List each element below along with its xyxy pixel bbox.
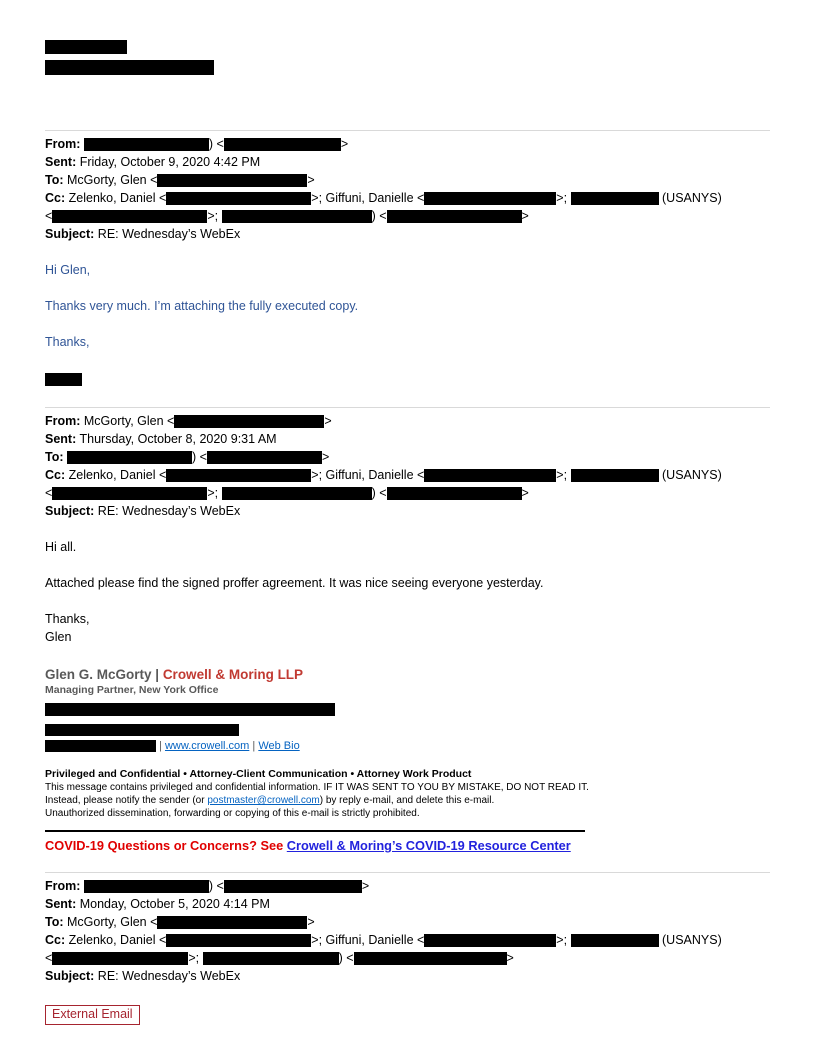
field-label-from: From: [45, 137, 81, 151]
text-run: >; [556, 468, 571, 482]
body-paragraph: Thanks very much. I’m attaching the fully executed copy. [45, 299, 359, 313]
field-label-cc: Cc: [45, 933, 66, 947]
text-run: ) < [208, 879, 224, 893]
field-label-to: To: [45, 915, 64, 929]
body-paragraph: Thanks, [45, 335, 90, 349]
redaction-bar [84, 138, 209, 151]
redaction-bar [157, 916, 307, 929]
redaction-bar [387, 210, 522, 223]
text-run: > [521, 486, 529, 500]
field-label-subject: Subject: [45, 969, 95, 983]
email-3-header [45, 877, 770, 985]
redaction-bar [207, 451, 322, 464]
text-run: >; Giffuni, Danielle < [311, 468, 425, 482]
external-email-badge: External Email [45, 1005, 140, 1025]
body-paragraph: Glen [45, 630, 72, 644]
redaction-bar [174, 415, 324, 428]
header-line-from [45, 877, 770, 895]
signature-name-line [45, 666, 770, 683]
text-run: >; Giffuni, Danielle < [311, 191, 425, 205]
text-run: < [45, 209, 53, 223]
email-1-header [45, 135, 770, 243]
redaction-bar [222, 487, 372, 500]
text-run: > [307, 915, 315, 929]
web-bio-link[interactable]: Web Bio [258, 740, 300, 752]
redaction-bar [424, 192, 556, 205]
text-run: Zelenko, Daniel < [65, 933, 167, 947]
text-run: Thursday, October 8, 2020 9:31 AM [76, 432, 277, 446]
text-run: >; [556, 933, 571, 947]
text-run: > [340, 137, 349, 151]
top-redaction-block [45, 37, 770, 76]
text-run: >; Giffuni, Danielle < [311, 933, 425, 947]
field-label-subject: Subject: [45, 227, 95, 241]
disclaimer-heading: Privileged and Confidential • Attorney-Client Communication • Attorney Work Product [45, 768, 472, 780]
header-line-subject [45, 502, 770, 520]
text-run: > [361, 879, 370, 893]
redaction-bar [166, 469, 311, 482]
header-line-cc [45, 931, 770, 949]
redaction-bar [45, 724, 239, 736]
text-run: >; [556, 191, 571, 205]
redacted-signature-name [45, 369, 770, 387]
top-redaction-line-1 [45, 37, 770, 55]
header-line-subject [45, 967, 770, 985]
confidentiality-disclaimer [45, 767, 770, 820]
redaction-bar [387, 487, 522, 500]
redaction-bar [203, 952, 339, 965]
field-label-sent: Sent: [45, 155, 77, 169]
text-run: McGorty, Glen < [63, 173, 158, 187]
body-paragraph: Attached please find the signed proffer agreement. It was nice seeing everyone yesterday. [45, 576, 544, 590]
redaction-bar [166, 192, 311, 205]
covid-resource-link[interactable]: Crowell & Moring’s COVID-19 Resource Center [286, 838, 571, 853]
text-run: > [324, 414, 332, 428]
redaction-bar [222, 210, 372, 223]
text-run: McGorty, Glen < [80, 414, 175, 428]
text-run: Friday, October 9, 2020 4:42 PM [76, 155, 261, 169]
text-run: | [249, 740, 259, 752]
field-label-to: To: [45, 450, 64, 464]
header-line-subject [45, 225, 770, 243]
text-run: (USANYS) [658, 933, 722, 947]
field-label-from: From: [45, 879, 81, 893]
text-run: >; [207, 486, 222, 500]
header-line-cc-continued [45, 484, 770, 502]
field-label-sent: Sent: [45, 897, 77, 911]
disclaimer-line [45, 794, 770, 807]
header-line-to [45, 171, 770, 189]
header-line-sent [45, 153, 770, 171]
signature-firm: Crowell & Moring LLP [162, 667, 304, 682]
text-run: > [321, 450, 330, 464]
text-run: ) < [371, 486, 387, 500]
header-line-sent [45, 430, 770, 448]
divider [45, 407, 770, 408]
signature-redaction-1 [45, 699, 770, 717]
redaction-bar [354, 952, 507, 965]
text-run: ) < [192, 450, 207, 464]
text-run: < [45, 951, 53, 965]
header-line-cc-continued [45, 207, 770, 225]
header-line-to [45, 448, 770, 466]
field-label-subject: Subject: [45, 504, 95, 518]
redaction-bar [45, 60, 214, 75]
email-2-body [45, 538, 770, 646]
field-label-from: From: [45, 414, 81, 428]
body-paragraph: Thanks, [45, 612, 90, 626]
disclaimer-line: This message contains privileged and confidential information. IF IT WAS SENT TO YOU BY MISTAKE, DO NOT READ IT. [45, 782, 589, 793]
text-run: (USANYS) [658, 191, 722, 205]
text-run: ) < [208, 137, 224, 151]
crowell-website-link[interactable]: www.crowell.com [164, 740, 250, 752]
text-run: RE: Wednesday’s WebEx [94, 969, 241, 983]
signature-links-line [45, 739, 770, 754]
text-run: < [45, 486, 53, 500]
header-line-sent [45, 895, 770, 913]
divider [45, 130, 770, 131]
top-redaction-line-2 [45, 58, 770, 76]
redaction-bar [52, 952, 188, 965]
field-label-cc: Cc: [45, 191, 66, 205]
redaction-bar [52, 210, 207, 223]
header-line-cc [45, 466, 770, 484]
text-run: Zelenko, Daniel < [65, 191, 167, 205]
text-run: Monday, October 5, 2020 4:14 PM [76, 897, 270, 911]
text-run: >; [207, 209, 222, 223]
email-signature [45, 666, 770, 754]
text-run: ) < [338, 951, 354, 965]
text-run: >; [188, 951, 203, 965]
redaction-bar [571, 469, 659, 482]
redaction-bar [571, 192, 659, 205]
redaction-bar [157, 174, 307, 187]
field-label-sent: Sent: [45, 432, 77, 446]
redaction-bar [45, 373, 82, 386]
disclaimer-line: Unauthorized dissemination, forwarding or copying of this e-mail is strictly prohibited. [45, 808, 420, 819]
field-label-cc: Cc: [45, 468, 66, 482]
header-line-to [45, 913, 770, 931]
text-run: (USANYS) [658, 468, 722, 482]
field-label-to: To: [45, 173, 64, 187]
redaction-bar [424, 934, 556, 947]
text-run: Zelenko, Daniel < [65, 468, 167, 482]
redaction-bar [224, 880, 362, 893]
text-run: RE: Wednesday’s WebEx [94, 504, 241, 518]
redaction-bar [52, 487, 207, 500]
header-line-cc-continued [45, 949, 770, 967]
text-run: ) < [371, 209, 387, 223]
text-run: | [156, 740, 165, 752]
redaction-bar [224, 138, 341, 151]
redaction-bar [84, 880, 209, 893]
redaction-bar [571, 934, 659, 947]
header-line-cc [45, 189, 770, 207]
header-line-from [45, 412, 770, 430]
email-2-header [45, 412, 770, 520]
text-run: > [506, 951, 514, 965]
redaction-bar [424, 469, 556, 482]
signature-redaction-2 [45, 719, 770, 737]
covid-question-text: COVID-19 Questions or Concerns? See [45, 838, 287, 853]
redaction-bar [67, 451, 192, 464]
text-run: > [521, 209, 529, 223]
signature-separator-line [45, 830, 585, 832]
redaction-bar [45, 740, 156, 752]
text-run: ) by reply e-mail, and delete this e-mail. [319, 795, 495, 806]
text-run: | [155, 667, 163, 682]
text-run: McGorty, Glen < [63, 915, 158, 929]
signature-name: Glen G. McGorty [45, 667, 156, 682]
covid-notice-line [45, 837, 770, 855]
header-line-from [45, 135, 770, 153]
redaction-bar [45, 703, 335, 716]
divider [45, 872, 770, 873]
redaction-bar [166, 934, 311, 947]
postmaster-email-link[interactable]: postmaster@crowell.com [207, 795, 320, 806]
signature-title: Managing Partner, New York Office [45, 684, 219, 696]
redaction-bar [45, 40, 127, 54]
body-paragraph: Hi Glen, [45, 263, 91, 277]
body-paragraph: Hi all. [45, 540, 77, 554]
text-run: > [307, 173, 315, 187]
text-run: RE: Wednesday’s WebEx [94, 227, 241, 241]
email-1-body [45, 261, 770, 387]
text-run: Instead, please notify the sender (or [45, 795, 208, 806]
